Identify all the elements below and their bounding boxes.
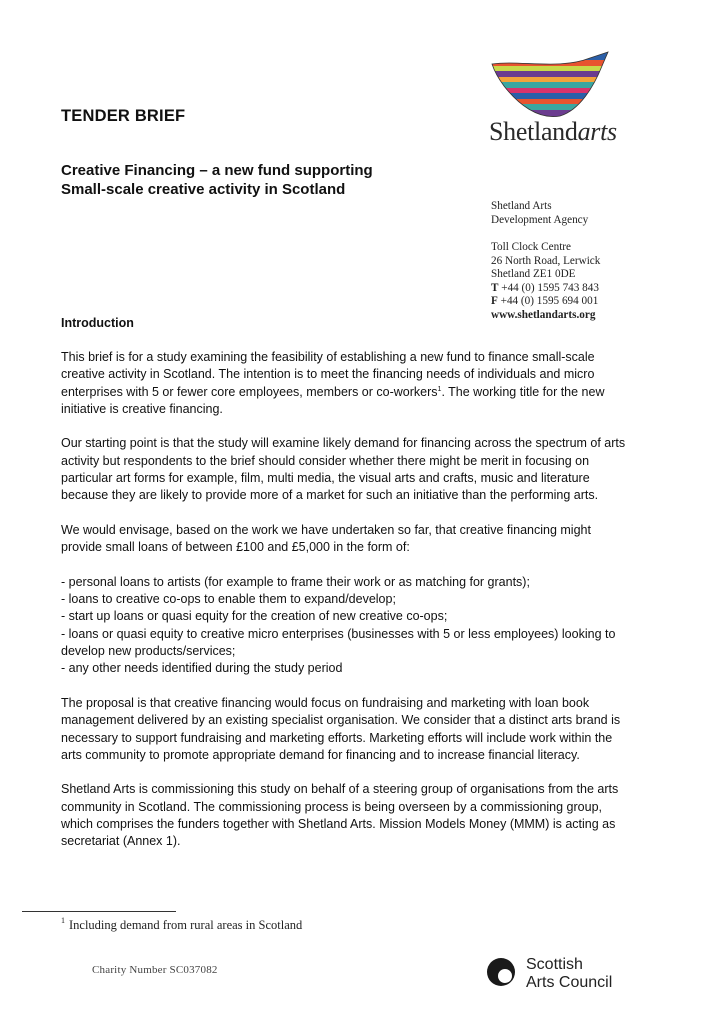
footnote xyxy=(61,918,302,933)
footnote-divider xyxy=(22,911,176,912)
address-line-2: 26 North Road, Lerwick xyxy=(491,254,601,267)
fax-number: +44 (0) 1595 694 001 xyxy=(500,295,599,307)
charity-number: Charity Number SC037082 xyxy=(92,964,218,976)
paragraph-1-text-a: This brief is for a study examining the feasibility of establishing a new fund to finance small-scale creative activity in Scotland. The intention is to meet the financing needs of individuals and micro enterprises with 5 or fewer core employees, members or co-workers xyxy=(61,350,595,399)
paragraph-1 xyxy=(61,349,633,418)
org-name-line-2: Development Agency xyxy=(491,213,589,226)
list-item: - loans to creative co-ops to enable them to expand/develop; xyxy=(61,592,396,607)
org-name-line-1: Shetland Arts xyxy=(491,200,552,212)
list-item: - start up loans or quasi equity for the creation of new creative co-ops; xyxy=(61,609,448,624)
fax-line xyxy=(491,295,691,309)
bullet-list xyxy=(61,574,633,678)
address-line-1: Toll Clock Centre xyxy=(491,241,571,253)
paragraph-5: Shetland Arts is commissioning this study on behalf of a steering group of organisations from the arts community in Scotland. The commissioning process is being overseen by a commissioning group, which comprises the funders together with Shetland Arts. Mission Models Money (MMM) is acting as secretariat (Annex 1). xyxy=(61,782,619,849)
sac-line-2: Arts Council xyxy=(526,974,613,991)
document-title: TENDER BRIEF xyxy=(61,107,186,125)
phone-line xyxy=(491,282,691,296)
website-link[interactable]: www.shetlandarts.org xyxy=(491,308,596,321)
address-line-3: Shetland ZE1 0DE xyxy=(491,268,576,280)
phone-label: T xyxy=(491,281,499,294)
scottish-arts-council-logo-icon xyxy=(486,957,516,987)
paragraph-3: We would envisage, based on the work we have undertaken so far, that creative financing might provide small loans of between £100 and £5,000 in the form of: xyxy=(61,522,591,555)
document-subtitle xyxy=(61,161,461,199)
footnote-text: Including demand from rural areas in Scotland xyxy=(69,918,303,932)
paragraph-2: Our starting point is that the study will examine likely demand for financing across the spectrum of arts activity but respondents to the brief should consider whether there might be merit in focusing on particular art forms for example, film, multi media, the visual arts and crafts, music and literature because they are likely to provide more of a market for such an initiative than the performing arts. xyxy=(61,436,626,503)
paragraph-1-text-b: . The working title for the new initiative is creative financing. xyxy=(61,384,605,416)
brand-regular: Shetland xyxy=(489,117,578,146)
address-block xyxy=(491,200,691,322)
document-body xyxy=(61,349,633,868)
list-item: - any other needs identified during the study period xyxy=(61,661,343,676)
footnote-number: 1 xyxy=(61,916,65,925)
fax-label: F xyxy=(491,295,498,307)
footnote-reference[interactable]: 1 xyxy=(437,385,442,393)
list-item: - loans or quasi equity to creative micro enterprises (businesses with 5 or less employees) looking to develop new products/services; xyxy=(61,626,616,659)
scottish-arts-council-name xyxy=(526,956,626,991)
boat-logo-icon xyxy=(490,52,610,118)
paragraph-4: The proposal is that creative financing would focus on fundraising and marketing with loan book management delivered by an existing specialist organisation. We consider that a distinct arts brand is necessary to support fundraising and marketing efforts. Marketing efforts will include work within the arts community to promote appropriate demand for financing and to increase financial literacy. xyxy=(61,695,621,762)
list-item: - personal loans to artists (for example to frame their work or as matching for grants); xyxy=(61,574,530,589)
subtitle-line-1: Creative Financing – a new fund supporting xyxy=(61,162,373,179)
sac-line-1: Scottish xyxy=(526,956,583,973)
section-heading-introduction: Introduction xyxy=(61,316,134,330)
brand-name xyxy=(489,117,617,147)
phone-number: +44 (0) 1595 743 843 xyxy=(501,281,599,294)
subtitle-line-2: Small-scale creative activity in Scotland xyxy=(61,181,346,198)
brand-italic: arts xyxy=(577,117,617,146)
